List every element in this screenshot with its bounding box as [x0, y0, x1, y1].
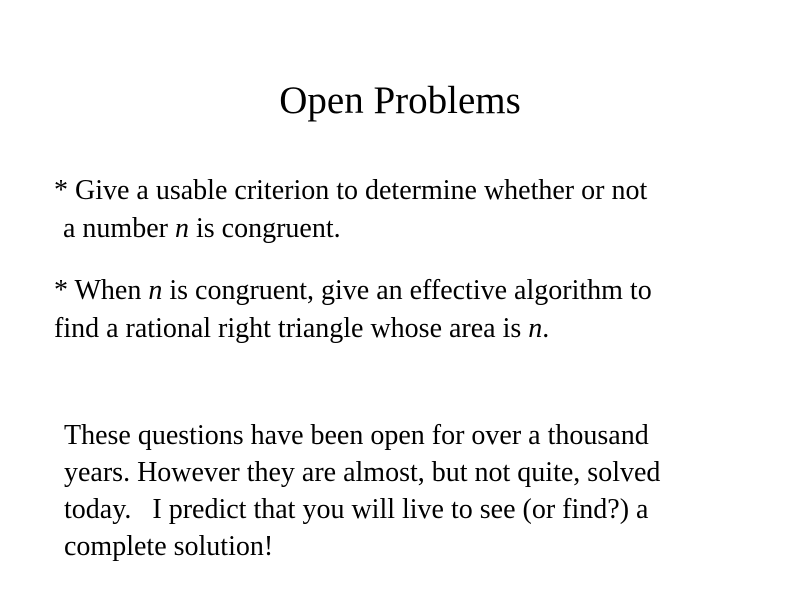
slide-title: Open Problems — [279, 79, 521, 122]
bullet-line — [54, 310, 652, 348]
variable-n: n — [528, 313, 543, 344]
bullet-text: . — [542, 313, 550, 344]
bullet-text: a number — [63, 213, 175, 244]
closing-note — [64, 417, 660, 565]
note-line: today. I predict that you will live to see (or find?) a — [64, 494, 649, 525]
variable-n: n — [174, 213, 189, 244]
bullet-line — [54, 272, 652, 310]
note-line: complete solution! — [64, 531, 274, 562]
bullet-line — [54, 172, 647, 210]
note-line: These questions have been open for over a thousand — [64, 420, 649, 451]
bullet-line — [54, 210, 647, 248]
bullet-text: * Give a usable criterion to determine whether or not — [54, 175, 648, 206]
bullet-text: is congruent. — [188, 213, 341, 244]
bullet-algorithm — [54, 272, 652, 348]
bullet-text: * When — [54, 275, 149, 306]
bullet-text: find a rational right triangle whose area is — [54, 313, 529, 344]
variable-n: n — [148, 275, 163, 306]
bullet-criterion — [54, 172, 647, 248]
note-line: years. However they are almost, but not quite, solved — [64, 457, 661, 488]
bullet-text: is congruent, give an effective algorithm to — [162, 275, 652, 306]
